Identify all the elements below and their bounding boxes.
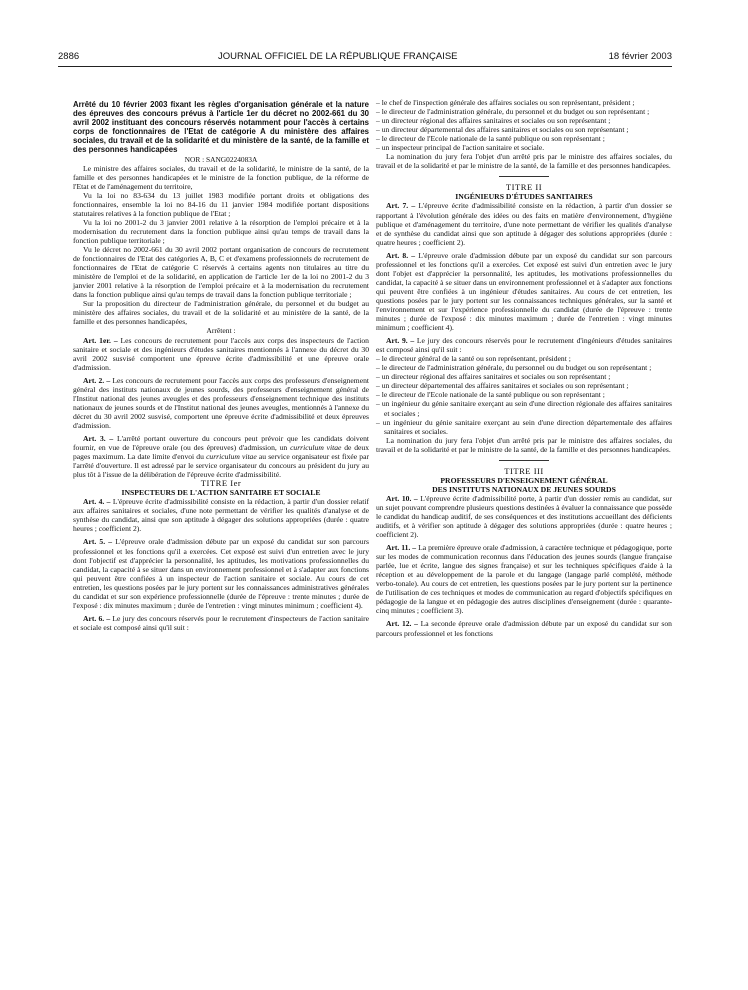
article-7-text: L'épreuve écrite d'admissibilité consiste en la rédaction, à partir d'un dossier se rapportant à l'évolution générale des idées ou des faits en matière d'environnement, d'hygiène publique et d'aménagement du territoire, d'une note permettant de vérifier les qualités d'analyse et de synthèse du candidat ainsi que son aptitude à dégager des solutions appropriées (durée : quatre heures ; coefficient 2). bbox=[376, 201, 672, 247]
article-3 bbox=[73, 434, 369, 479]
article-5-text: L'épreuve orale d'admission débute par un exposé du candidat sur son parcours professionnel et les fonctions qu'il a exercées. Cet exposé est suivi d'un entretien avec le jury dont l'objectif est d'apprécier la personnalité, les aptitudes, les motivations professionnelles du candidat, la capacité à se situer dans un environnement professionnel et à s'adapter aux fonctions qui peuvent être confiées à un inspecteur de l'action sanitaire et sociale. Au cours de cet entretien, les questions posées par le jury portent sur les connaissances administratives générales du candidat et sur son expérience professionnelle (durée de l'épreuve : trente minutes ; durée de l'exposé : dix minutes maximum ; durée de l'entretien : vingt minutes minimum ; coefficient 4). bbox=[73, 537, 369, 610]
list-item: – le directeur de l'Ecole nationale de la santé publique ou son représentant ; bbox=[376, 134, 672, 143]
article-3-text-a: L'arrêté portant ouverture du concours peut prévoir que les candidats doivent fournir, en vue de l'épreuve orale (ou des épreuves) d'admission, un bbox=[73, 433, 369, 453]
list-item: – un inspecteur principal de l'action sanitaire et sociale. bbox=[376, 143, 672, 152]
list-item: – un directeur régional des affaires sanitaires et sociales ou son représentant ; bbox=[376, 372, 672, 381]
list-item: – le chef de l'inspection générale des affaires sociales ou son représentant, président ; bbox=[376, 98, 672, 107]
article-10-label: Art. 10. – bbox=[386, 493, 418, 503]
jury-nomination-2: La nomination du jury fera l'objet d'un arrêté pris par le ministre des affaires sociales, du travail et de la solidarité et par le ministre de la santé, de la famille et des personnes handicapées. bbox=[376, 435, 672, 454]
titre-1-heading: TITRE Ier bbox=[200, 478, 242, 489]
left-column bbox=[73, 100, 369, 632]
visa-loi-2001: Vu la loi no 2001-2 du 3 janvier 2001 relative à la résorption de l'emploi précaire et à la modernisation du recrutement dans la fonction publique ainsi qu'au temps de travail dans la fonction publique territoriale ; bbox=[73, 217, 369, 245]
article-3-text-b: de deux pages maximum. La date limite d'envoi du bbox=[73, 443, 370, 462]
article-5-label: Art. 5. – bbox=[83, 537, 113, 547]
article-2-text: Les concours de recrutement pour l'accès aux corps des professeurs d'enseignement général des instituts nationaux de jeunes sourds, des professeurs d'enseignement général de l'Institut national des jeunes aveugles et des professeurs d'enseignement technique des instituts nationaux de jeunes sourds et de l'Institut national des jeunes aveugles, mentionnés à l'annexe du décret du 30 avril 2002 susvisé, comportent une épreuve écrite d'admissibilité et deux épreuves d'admission. bbox=[73, 375, 369, 430]
arretent-heading: Arrêtent : bbox=[206, 326, 236, 336]
list-item: – le directeur général de la santé ou son représentant, président ; bbox=[376, 354, 672, 363]
titre-3-subheading-2: DES INSTITUTS NATIONAUX DE JEUNES SOURDS bbox=[432, 484, 616, 494]
list-item: – un ingénieur du génie sanitaire exerçant au sein d'une direction départementale des affaires sanitaires et sociales. bbox=[376, 418, 672, 436]
article-7 bbox=[376, 201, 672, 246]
titre-1-subheading: INSPECTEURS DE L'ACTION SANITAIRE ET SOCIALE bbox=[121, 488, 321, 498]
page-number: 2886 bbox=[58, 51, 80, 62]
article-10-text: L'épreuve écrite d'admissibilité porte, à partir d'un dossier remis au candidat, sur un sujet pouvant comprendre plusieurs questions destinées à évaluer la connaissance que possède le candidat du handicap auditif, de ses conséquences et des institutions accueillant des déficients auditifs, et à vérifier son aptitude à dégager des solutions appropriées (durée : quatre heures ; coefficient 2). bbox=[376, 493, 672, 540]
jury-nomination-1: La nomination du jury fera l'objet d'un arrêté pris par le ministre des affaires sociales, du travail et de la solidarité et par le ministre de la santé, de la famille et des personnes handicapées. bbox=[376, 152, 672, 171]
section-divider bbox=[499, 460, 549, 461]
article-8-label: Art. 8. – bbox=[386, 250, 416, 260]
article-7-label: Art. 7. – bbox=[386, 201, 416, 211]
issue-date: 18 février 2003 bbox=[608, 51, 672, 62]
titre-2-subheading: INGÉNIEURS D'ÉTUDES SANITAIRES bbox=[455, 192, 593, 202]
article-9-text: Le jury des concours réservés pour le recrutement d'ingénieurs d'études sanitaires est composé ainsi qu'il suit : bbox=[376, 336, 672, 355]
article-2-label: Art. 2. – bbox=[83, 375, 111, 385]
article-8-text: L'épreuve orale d'admission débute par un exposé du candidat sur son parcours professionnel et les fonctions qu'il a exercées. Cet exposé est suivi d'un entretien avec le jury dont l'objet est d'apprécier la personnalité, les aptitudes, les motivations professionnelles du candidat, la capacité à se situer dans un environnement professionnel et à s'adapter aux fonctions qui peuvent être confiées à un ingénieur d'études sanitaires. Au cours de cet entretien, les questions posées par le jury portent sur les connaissances techniques générales, sur la santé et l'environnement et sur l'expérience professionnelle du candidat (durée de l'épreuve : trente minutes ; durée de l'exposé : dix minutes maximum ; durée de l'entretien : vingt minutes minimum ; coefficient 4). bbox=[376, 250, 672, 333]
journal-title: JOURNAL OFFICIEL DE LA RÉPUBLIQUE FRANÇAISE bbox=[218, 51, 458, 62]
jury-list-ingenieurs bbox=[376, 354, 672, 435]
jury-list-inspecteurs bbox=[376, 98, 672, 152]
article-3-label: Art. 3. – bbox=[83, 433, 114, 443]
titre-3-subheading-1: PROFESSEURS D'ENSEIGNEMENT GÉNÉRAL bbox=[440, 475, 608, 485]
article-5 bbox=[73, 537, 369, 609]
right-column bbox=[376, 98, 672, 638]
article-3-text-c: au service organisateur est fixée par l'arrêté d'ouverture. Il est adressé par le service organisateur du concours au président du jury au plus tôt à l'issue de la délibération de l'épreuve écrite d'admissibilité. bbox=[73, 452, 370, 480]
article-12-text: La seconde épreuve orale d'admission débute par un exposé du candidat sur son parcours professionnel et les fonctions bbox=[376, 619, 672, 638]
article-2 bbox=[73, 376, 369, 430]
visa-decret-2002: Vu le décret no 2002-661 du 30 avril 2002 portant organisation de concours de recrutement de fonctionnaires de l'Etat des catégories A, B, C et d'examens professionnels de recrutement de fonctionnaires de l'Etat de catégorie C réservés à certains agents non titulaires au titre du ministère de l'emploi et de la solidarité, en application de l'article 1er de la loi no 2001-2 du 3 janvier 2001 relative à la résorption de l'emploi précaire et à la modernisation du recrutement dans la fonction publique ainsi qu'au temps de travail dans la fonction publique territoriale ; bbox=[73, 245, 369, 300]
article-9 bbox=[376, 336, 672, 354]
article-4-label: Art. 4. – bbox=[83, 497, 111, 507]
section-divider bbox=[499, 176, 549, 177]
curriculum-vitae-term-2: curriculum vitae bbox=[206, 452, 257, 462]
article-8 bbox=[376, 251, 672, 332]
article-10 bbox=[376, 494, 672, 539]
article-6-label: Art. 6. – bbox=[83, 613, 111, 623]
article-12 bbox=[376, 619, 672, 637]
header-rule bbox=[58, 66, 672, 67]
titre-2-heading: TITRE II bbox=[505, 182, 543, 193]
article-11-label: Art. 11. – bbox=[386, 543, 417, 553]
article-1 bbox=[73, 336, 369, 372]
list-item: – un directeur régional des affaires sanitaires et sociales ou son représentant ; bbox=[376, 116, 672, 125]
list-item: – un ingénieur du génie sanitaire exerçant au sein d'une direction régionale des affaires sanitaires et sociales ; bbox=[376, 399, 672, 417]
article-11-text: La première épreuve orale d'admission, à caractère technique et pédagogique, porte sur les modes de communication reconnus dans l'éducation des jeunes sourds (langue française parlée, lue et écrite, langue des signes française) et sur les techniques spécifiques d'aide à la réception et au développement de la parole et du langage (langage parlé complété, méthode verbo-tonale). Au cours de cet entretien, les questions posées par le jury portent sur la pertinence de l'utilisation de ces techniques et modes de communication au regard d'objectifs spécifiques en pédagogie de la langue et en pédagogie des autres disciplines d'enseignement (durée : quarante-cinq minutes ; coefficient 3). bbox=[376, 543, 672, 616]
list-item: – un directeur départemental des affaires sanitaires et sociales ou son représentant ; bbox=[376, 125, 672, 134]
list-item: – le directeur de l'administration générale, du personnel ou du budget ou son représentant ; bbox=[376, 363, 672, 372]
article-12-label: Art. 12. – bbox=[386, 619, 418, 629]
article-6-text: Le jury des concours réservés pour le recrutement d'inspecteurs de l'action sanitaire et sociale est composé ainsi qu'il suit : bbox=[73, 613, 369, 632]
article-11 bbox=[376, 543, 672, 615]
proposition: Sur la proposition du directeur de l'administration générale, du personnel et du budget au ministère des affaires sociales, du travail et de la solidarité et au ministère de la santé, de la famille et des personnes handicapées, bbox=[73, 299, 369, 327]
visa-loi-1983: Vu la loi no 83-634 du 13 juillet 1983 modifiée portant droits et obligations des fonctionnaires, ensemble la loi no 84-16 du 11 janvier 1984 modifiée portant dispositions statutaires relatives à la fonction publique de l'Etat ; bbox=[73, 190, 369, 218]
arrete-title: Arrêté du 10 février 2003 fixant les règles d'organisation générale et la nature des épreuves des concours prévus à l'article 1er du décret no 2002-661 du 30 avril 2002 instituant des concours réservés notamment pour l'accès à certains corps de fonctionnaires de l'Etat de catégorie A du ministère des affaires sociales, du travail et de la solidarité et du ministère de la santé, de la famille et des personnes handicapées bbox=[73, 100, 369, 155]
article-6 bbox=[73, 614, 369, 632]
article-1-label: Art. 1er. – bbox=[83, 335, 118, 345]
article-9-label: Art. 9. – bbox=[386, 336, 415, 346]
article-4-text: L'épreuve écrite d'admissibilité consiste en la rédaction, à partir d'un dossier relatif aux affaires sanitaires et sociales, d'une note permettant de vérifier les qualités d'analyse et de synthèse du candidat, ainsi que son aptitude à dégager des solutions appropriées (durée : quatre heures ; coefficient 2). bbox=[73, 497, 369, 534]
nor-reference: NOR : SANG0224083A bbox=[184, 154, 258, 164]
preamble-ministers: Le ministre des affaires sociales, du travail et de la solidarité, le ministre de la santé, de la famille et des personnes handicapées et le ministre de la fonction publique, de la réforme de l'Etat et de l'aménagement du territoire, bbox=[73, 163, 369, 191]
titre-3-heading: TITRE III bbox=[504, 465, 544, 476]
curriculum-vitae-term: curriculum vitae bbox=[290, 443, 342, 453]
article-4 bbox=[73, 497, 369, 533]
list-item: – le directeur de l'administration générale, du personnel et du budget ou son représentant ; bbox=[376, 107, 672, 116]
article-1-text: Les concours de recrutement pour l'accès aux corps des inspecteurs de l'action sanitaire et sociale et des ingénieurs d'études sanitaires mentionnés à l'annexe du décret du 30 avril 2002 susvisé comportent une épreuve écrite d'admissibilité et une épreuve orale d'admission. bbox=[73, 335, 369, 372]
list-item: – un directeur départemental des affaires sanitaires et sociales ou son représentant ; bbox=[376, 381, 672, 390]
list-item: – le directeur de l'Ecole nationale de la santé publique ou son représentant ; bbox=[376, 390, 672, 399]
page-header bbox=[58, 51, 672, 65]
